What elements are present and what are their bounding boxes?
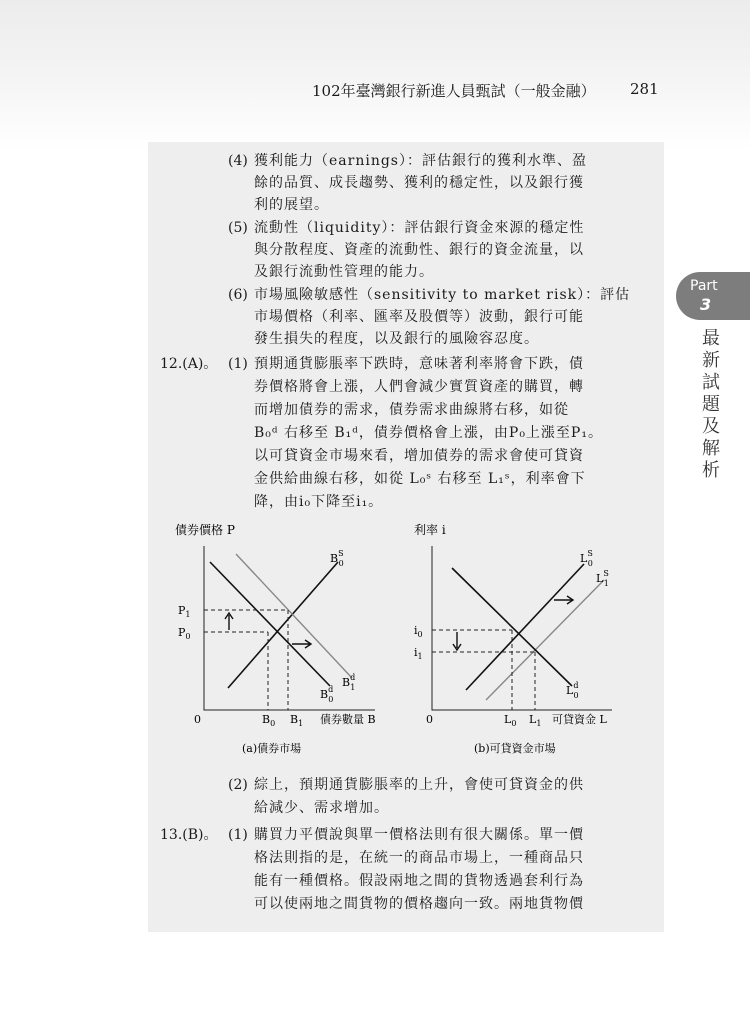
x-axis-label: 可貸資金 L	[552, 713, 607, 726]
side-title-char: 最	[702, 328, 720, 349]
question-label: 12.(A)。	[160, 356, 218, 372]
side-title-char: 及	[702, 416, 720, 437]
part-label: Part	[690, 278, 718, 294]
l1s-label: $L^S$ 1	[596, 569, 609, 588]
item-line: 市場風險敏感性（sensitivity to market risk）：評估	[254, 287, 631, 303]
supply-curve-l1s	[486, 580, 604, 700]
item-line: 獲利能力（earnings）：評估銀行的獲利水準、盈	[254, 153, 587, 169]
item-line: 流動性（liquidity）：評估銀行資金來源的穩定性	[254, 220, 585, 236]
l0s-label: $L^S$ 0	[580, 549, 593, 568]
item-marker: (5)	[228, 220, 248, 236]
answer-line: 而增加債券的需求，債券需求曲線將右移，如從	[254, 402, 569, 418]
side-title-char: 試	[702, 372, 720, 393]
b1d-label: $B^d$ 1	[342, 673, 356, 692]
part-number: 3	[700, 295, 712, 314]
b0s-label: $B^S$ 0	[330, 549, 344, 568]
b0-label: $B_0$	[262, 713, 276, 728]
side-title-char: 析	[702, 460, 720, 481]
down-arrow-icon	[453, 632, 461, 650]
b1-label: $B_1$	[290, 713, 304, 728]
right-arrow-icon	[292, 640, 311, 648]
l0d-label: $L^d$ 0	[566, 681, 579, 700]
p1-label: $P_1$	[178, 604, 191, 619]
answer-line: 格法則指的是，在統一的商品市場上，一種商品只	[254, 850, 584, 866]
answer-line: 金供給曲線右移，如從 L₀ˢ 右移至 L₁ˢ，利率會下	[254, 471, 586, 487]
figure-a-caption: (a)債券市場	[242, 742, 302, 755]
up-arrow-icon	[225, 613, 233, 630]
side-title-char: 新	[702, 350, 720, 371]
bond-market-diagram	[170, 518, 400, 768]
item-line: 市場價格（利率、匯率及股價等）波動，銀行可能	[254, 309, 584, 325]
item-marker: (1)	[228, 827, 248, 843]
l0-label: $L_0$	[504, 713, 517, 728]
item-line: 餘的品質、成長趨勢、獲利的穩定性，以及銀行獲	[254, 175, 584, 191]
side-title-char: 題	[702, 394, 720, 415]
answer-line: 以可貸資金市場來看，增加債券的需求會使可貸資	[254, 448, 584, 464]
answer-line: B₀ᵈ 右移至 B₁ᵈ，債券價格會上漲，由P₀上漲至P₁。	[254, 425, 603, 441]
answer-line: 降，由i₀下降至i₁。	[254, 494, 384, 510]
y-axis-label: 利率 i	[414, 523, 446, 537]
header-band	[0, 0, 750, 150]
origin-label: 0	[194, 713, 201, 726]
answer-line: 可以使兩地之間貨物的價格趨向一致。兩地貨物價	[254, 896, 584, 912]
i1-label: $i_1$	[414, 646, 423, 661]
answer-line: 能有一種價格。假設兩地之間的貨物透過套利行為	[254, 873, 584, 889]
answer-line: 預期通貨膨脹率下跌時，意味著利率將會下跌，債	[254, 356, 584, 372]
side-title-char: 解	[702, 438, 720, 459]
item-line: 及銀行流動性管理的能力。	[254, 264, 434, 280]
item-marker: (6)	[228, 287, 248, 303]
origin-label: 0	[426, 713, 433, 726]
item-marker: (4)	[228, 153, 248, 169]
y-axis-label: 債券價格 P	[175, 523, 235, 537]
question-label: 13.(B)。	[160, 827, 218, 843]
figure-b-caption: (b)可貸資金市場	[474, 742, 556, 755]
supply-curve-b0s	[228, 562, 338, 688]
supply-curve-l0s	[466, 564, 584, 690]
part-tab	[676, 272, 750, 320]
side-section-title	[698, 328, 724, 482]
item-marker: (2)	[228, 777, 248, 793]
running-header	[300, 80, 670, 104]
header-title: 102年臺灣銀行新進人員甄試（一般金融）	[312, 82, 596, 100]
item-line: 利的展望。	[254, 197, 329, 213]
p0-label: $P_0$	[178, 626, 191, 641]
i0-label: $i_0$	[414, 624, 423, 639]
b0d-label: $B^d$ 0	[320, 685, 334, 704]
axes	[432, 546, 612, 710]
page-number: 281	[630, 80, 659, 98]
answer-line: 購買力平價說與單一價格法則有很大關係。單一價	[254, 827, 584, 843]
demand-curve-b0d	[210, 562, 330, 686]
loanable-funds-diagram	[412, 518, 642, 768]
l1-label: $L_1$	[529, 713, 542, 728]
x-axis-label: 債券數量 B	[320, 713, 376, 726]
answer-line: 綜上，預期通貨膨脹率的上升，會使可貸資金的供	[254, 777, 584, 793]
item-line: 發生損失的程度，以及銀行的風險容忍度。	[254, 331, 539, 347]
right-arrow-icon	[554, 596, 573, 604]
item-line: 與分散程度、資產的流動性、銀行的資金流量，以	[254, 242, 584, 258]
item-marker: (1)	[228, 356, 248, 372]
answer-line: 券價格將會上漲，人們會減少實質資產的購買，轉	[254, 379, 584, 395]
answer-line: 給減少、需求增加。	[254, 800, 389, 816]
